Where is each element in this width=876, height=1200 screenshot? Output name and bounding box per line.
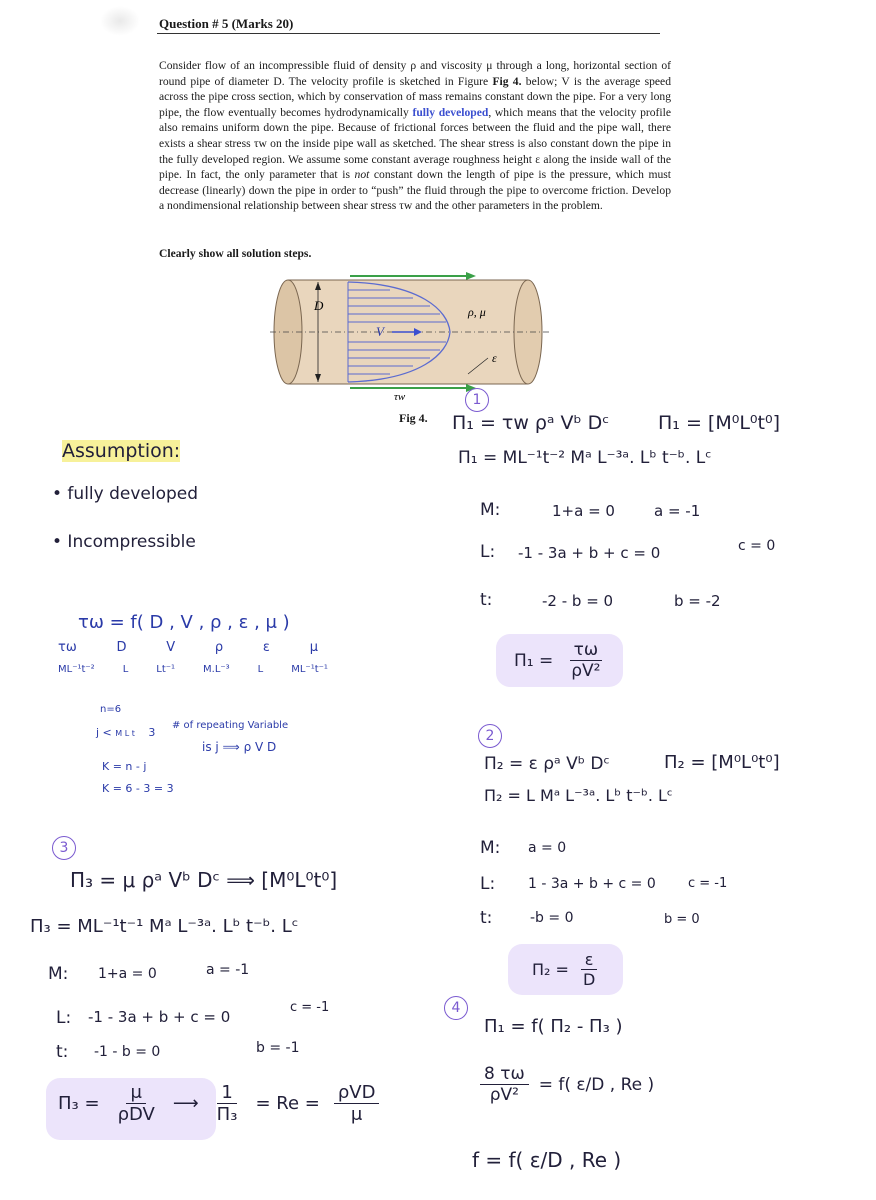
pi2-denominator: D: [582, 970, 596, 989]
var-mu: μ: [309, 640, 318, 655]
pi2-step-marker: [478, 724, 502, 748]
reynolds-fraction: [334, 1082, 380, 1125]
pi3-step-marker: [52, 836, 76, 860]
pi1-definition: Π₁ = τw ρᵃ Vᵇ Dᶜ: [452, 412, 610, 434]
pi1-t-result: b = -2: [674, 592, 721, 610]
dim-eps: L: [257, 664, 264, 675]
question-title: Question # 5 (Marks 20): [159, 16, 294, 31]
var-D: D: [116, 640, 127, 655]
pi1-result: [496, 634, 623, 687]
pi3-arrow: ⟶: [172, 1093, 199, 1114]
dim-rho: M.L⁻³: [203, 664, 230, 675]
pi2-m-equation: a = 0: [528, 840, 567, 856]
pi3-m-label: M:: [48, 964, 69, 984]
var-eps: ε: [262, 640, 270, 655]
final-step-marker: [444, 996, 468, 1020]
pi1-step-marker: [465, 388, 489, 412]
label-D: D: [314, 298, 324, 313]
pi1-l-equation: -1 - 3a + b + c = 0: [518, 544, 661, 562]
pi3-m-result: a = -1: [206, 962, 250, 978]
pi3-inverse-denominator: Π₃: [216, 1104, 238, 1125]
pi2-dimension: Π₂ = [M⁰L⁰t⁰]: [664, 752, 780, 773]
j-dimensions: M L t: [115, 729, 135, 738]
functional-relation: τω = f( D , V , ρ , ε , μ ): [78, 612, 290, 633]
pi3-inverse-numerator: 1: [217, 1082, 236, 1104]
pipe-flow-figure: [270, 270, 550, 405]
question-text-part4: constant down the length of pipe is the pressure, which must decrease (linearly) down the pipe in order to “push” the fluid through the pipe to overcome friction. Develop a nondimensional relationship between shear stress τw and the other parameters in the problem.: [159, 168, 671, 213]
pi1-result-lhs: Π₁ =: [514, 650, 554, 671]
pi3-result: [58, 1082, 379, 1125]
pi3-t-result: b = -1: [256, 1040, 300, 1056]
reynolds-label: = Re =: [255, 1093, 320, 1114]
final-numerator: 8 τω: [480, 1064, 529, 1085]
pi3-inverse-fraction: [213, 1082, 242, 1125]
k-value: K = 6 - 3 = 3: [102, 782, 174, 795]
pi2-result: [508, 944, 623, 995]
question-text-part2: below; V is the average speed across the pipe cross section, which by conservation of mass remains constant down the pipe. For a very long pipe, the flow eventually becomes hydrodynamically: [159, 74, 672, 119]
pi3-expansion: Π₃ = ML⁻¹t⁻¹ Mᵃ L⁻³ᵃ. Lᵇ t⁻ᵇ. Lᶜ: [30, 916, 299, 937]
j-symbol: j: [96, 726, 100, 739]
pi2-l-equation: 1 - 3a + b + c = 0: [528, 876, 656, 892]
pi1-m-equation: 1+a = 0: [552, 502, 615, 520]
n-count: n=6: [100, 704, 122, 715]
dimension-row: [58, 664, 328, 675]
pi2-m-label: M:: [480, 838, 501, 858]
pi2-definition: Π₂ = ε ρᵃ Vᵇ Dᶜ: [484, 754, 610, 774]
dim-D: L: [122, 664, 129, 675]
page-corner-shadow: [100, 6, 140, 36]
pipe-flow-diagram: [270, 270, 550, 400]
pi3-l-result: c = -1: [290, 1000, 330, 1015]
figure-reference: Fig 4.: [492, 74, 522, 88]
pi1-l-result: c = 0: [738, 538, 776, 554]
var-rho: ρ: [214, 640, 224, 655]
pi2-l-result: c = -1: [688, 876, 728, 891]
pi3-t-label: t:: [56, 1042, 69, 1062]
final-fraction: [480, 1064, 529, 1105]
pi3-result-lhs: Π₃ =: [58, 1093, 100, 1114]
shear-arrowhead-top: [466, 272, 476, 280]
pi2-t-equation: -b = 0: [530, 910, 574, 926]
pi1-m-result: a = -1: [654, 502, 701, 520]
pi1-expansion: Π₁ = ML⁻¹t⁻² Mᵃ L⁻³ᵃ. Lᵇ t⁻ᵇ. Lᶜ: [458, 448, 712, 468]
question-text-part1: Consider flow of an incompressible fluid of density ρ and viscosity μ through a long, horizontal section of round pipe of diameter D. The velocity profile is sketched in Figure: [159, 59, 671, 88]
pi1-result-fraction: [567, 640, 604, 681]
solution-steps-instruction: Clearly show all solution steps.: [159, 247, 312, 260]
dim-V: Lt⁻¹: [156, 664, 176, 675]
final-rhs: = f( ε/D , Re ): [538, 1074, 655, 1095]
repeating-variable-note: # of repeating Variable: [172, 720, 289, 731]
pi1-t-label: t:: [480, 590, 493, 610]
pi3-numerator: μ: [126, 1082, 145, 1104]
variable-row: [58, 640, 318, 655]
step-circle-2: 2: [478, 724, 502, 748]
pi3-t-equation: -1 - b = 0: [94, 1044, 161, 1060]
j-label: j < M L t 3: [96, 726, 156, 739]
pi2-t-result: b = 0: [664, 912, 700, 927]
step-circle-3: 3: [52, 836, 76, 860]
pi2-result-fraction: [579, 950, 599, 989]
reynolds-denominator: μ: [350, 1104, 363, 1125]
pi3-l-equation: -1 - 3a + b + c = 0: [88, 1008, 231, 1026]
pi3-l-label: L:: [56, 1008, 72, 1028]
pi1-m-label: M:: [480, 500, 501, 520]
title-rule: [157, 33, 660, 34]
repeating-variable-set: is j ⟹ ρ V D: [202, 740, 277, 754]
pi3-result-fraction: [114, 1082, 159, 1125]
assumption-incompressible: • Incompressible: [52, 532, 196, 552]
k-formula: K = n - j: [102, 760, 147, 773]
pi1-dimension: Π₁ = [M⁰L⁰t⁰]: [658, 412, 781, 434]
label-tau-w: τw: [394, 391, 406, 400]
step-circle-4: 4: [444, 996, 468, 1020]
assumption-heading: [62, 440, 180, 462]
assumption-fully-developed: • fully developed: [52, 484, 199, 504]
step-circle-1: 1: [465, 388, 489, 412]
pi3-denominator: ρDV: [117, 1104, 155, 1125]
pi3-definition: Π₃ = μ ρᵃ Vᵇ Dᶜ ⟹ [M⁰L⁰t⁰]: [70, 868, 338, 892]
question-text-part3: , which means that the velocity profile also remains uniform down the pipe. Because of frictional forces between the fluid and the pipe wall, there exists a shear stress τw on the inside pipe wall as sketched. The shear stress is also constant down the pipe in the fully developed region. We assume some constant average roughness height ε along the inside wall of the pipe. In fact, the only parameter that is: [159, 105, 671, 182]
pi2-result-lhs: Π₂ =: [532, 960, 569, 979]
pi2-expansion: Π₂ = L Mᵃ L⁻³ᵃ. Lᵇ t⁻ᵇ. Lᶜ: [484, 786, 673, 805]
dim-mu: ML⁻¹t⁻¹: [291, 664, 328, 675]
final-relation: Π₁ = f( Π₂ - Π₃ ): [484, 1016, 623, 1037]
j-value: 3: [148, 726, 156, 739]
final-denominator: ρV²: [489, 1085, 519, 1105]
var-V: V: [166, 640, 176, 655]
label-V: V: [376, 324, 384, 339]
label-epsilon: ε: [492, 351, 497, 365]
friction-factor-relation: f = f( ε/D , Re ): [472, 1148, 622, 1172]
pi1-denominator: ρV²: [571, 661, 601, 681]
fully-developed-term: fully developed: [412, 105, 489, 119]
pi1-t-equation: -2 - b = 0: [542, 592, 614, 610]
pi3-m-equation: 1+a = 0: [98, 966, 157, 982]
var-tau: τω: [58, 640, 77, 655]
pi1-numerator: τω: [570, 640, 602, 661]
figure-caption: Fig 4.: [399, 411, 428, 425]
question-text: [159, 58, 671, 214]
pi2-l-label: L:: [480, 874, 496, 894]
assumption-title: Assumption:: [62, 440, 181, 462]
pi1-l-label: L:: [480, 542, 496, 562]
reynolds-numerator: ρVD: [334, 1082, 380, 1104]
final-relation-expanded: [480, 1064, 654, 1105]
label-rho-mu: ρ, μ: [468, 305, 486, 319]
pi2-t-label: t:: [480, 908, 493, 928]
dim-tau: ML⁻¹t⁻²: [58, 664, 95, 675]
not-emphasis: not: [354, 168, 370, 182]
pi2-numerator: ε: [581, 950, 598, 970]
